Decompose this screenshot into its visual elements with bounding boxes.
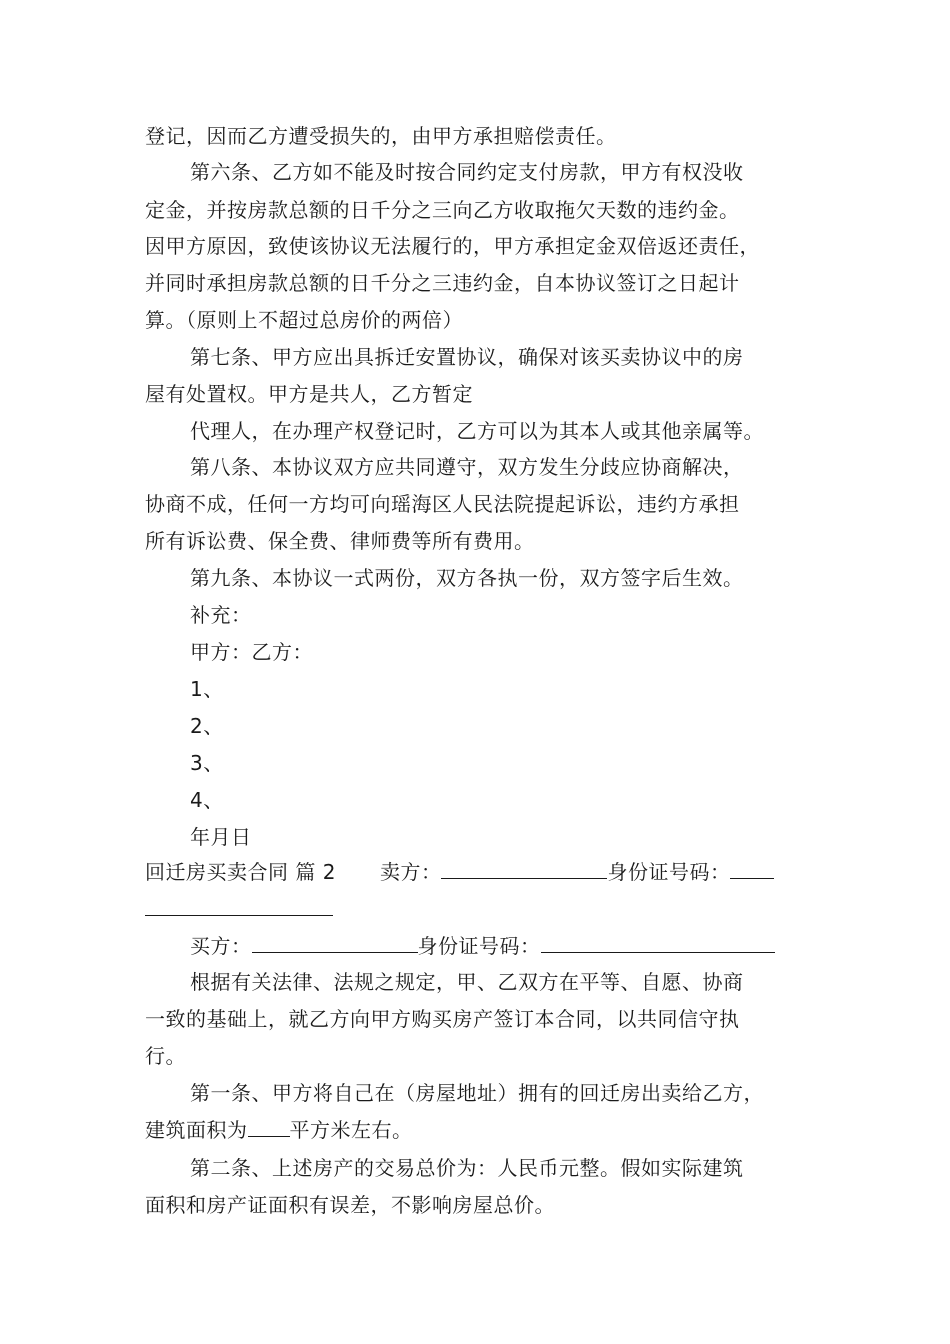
text-line: 面积和房产证面积有误差，不影响房屋总价。 [145, 1193, 555, 1217]
text-line: 行。 [145, 1044, 186, 1068]
text-line: 第八条、本协议双方应共同遵守，双方发生分歧应协商解决， [190, 455, 744, 479]
text-line: 第一条、甲方将自己在（房屋地址）拥有的回迁房出卖给乙方， [190, 1081, 764, 1105]
area-prefix: 建筑面积为 [145, 1118, 248, 1142]
text-line: 甲方：乙方： [190, 640, 313, 664]
text-line: 一致的基础上，就乙方向甲方购买房产签订本合同，以共同信守执 [145, 1007, 740, 1031]
buyer-name-blank [252, 934, 418, 953]
list-item: 4、 [190, 788, 224, 812]
seller-id-continuation [145, 897, 333, 921]
seller-id-blank-continued [145, 897, 333, 916]
text-line: 第六条、乙方如不能及时按合同约定支付房款，甲方有权没收 [190, 160, 744, 184]
seller-label: 卖方： [379, 860, 442, 884]
seller-id-blank [730, 860, 774, 879]
text-line: 第二条、上述房产的交易总价为：人民币元整。假如实际建筑 [190, 1156, 744, 1180]
text-line: 第七条、甲方应出具拆迁安置协议，确保对该买卖协议中的房 [190, 345, 744, 369]
area-suffix: 平方米左右。 [289, 1118, 413, 1142]
buyer-id-label: 身份证号码： [417, 934, 541, 958]
list-item: 3、 [190, 751, 224, 775]
text-line: 根据有关法律、法规之规定，甲、乙双方在平等、自愿、协商 [190, 970, 744, 994]
seller-name-blank [441, 860, 607, 879]
text-line: 算。（原则上不超过总房价的两倍） [145, 308, 463, 332]
text-line: 第九条、本协议一式两份，双方各执一份，双方签字后生效。 [190, 566, 744, 590]
buyer-id-blank [541, 934, 775, 953]
buyer-label: 买方： [190, 934, 252, 958]
text-line: 协商不成，任何一方均可向瑶海区人民法院提起诉讼，违约方承担 [145, 492, 740, 516]
list-item: 2、 [190, 714, 224, 738]
text-line: 所有诉讼费、保全费、律师费等所有费用。 [145, 529, 535, 553]
seller-id-label: 身份证号码： [607, 860, 731, 884]
contract-heading: 回迁房买卖合同 篇 2 [145, 860, 336, 884]
text-line: 代理人，在办理产权登记时，乙方可以为其本人或其他亲属等。 [190, 419, 764, 443]
buyer-line [190, 934, 775, 958]
text-line: 定金，并按房款总额的日千分之三向乙方收取拖欠天数的违约金。 [145, 198, 740, 222]
text-line: 登记，因而乙方遭受损失的，由甲方承担赔偿责任。 [145, 124, 617, 148]
text-line: 并同时承担房款总额的日千分之三违约金，自本协议签订之日起计 [145, 271, 740, 295]
date-line: 年月日 [190, 825, 252, 849]
text-line: 屋有处置权。甲方是共人，乙方暂定 [145, 382, 473, 406]
text-line: 补充： [190, 603, 252, 627]
list-item: 1、 [190, 677, 224, 701]
seller-line [145, 860, 774, 884]
area-blank [248, 1118, 290, 1137]
text-line: 因甲方原因，致使该协议无法履行的，甲方承担定金双倍返还责任， [145, 234, 760, 258]
area-line [145, 1118, 413, 1142]
